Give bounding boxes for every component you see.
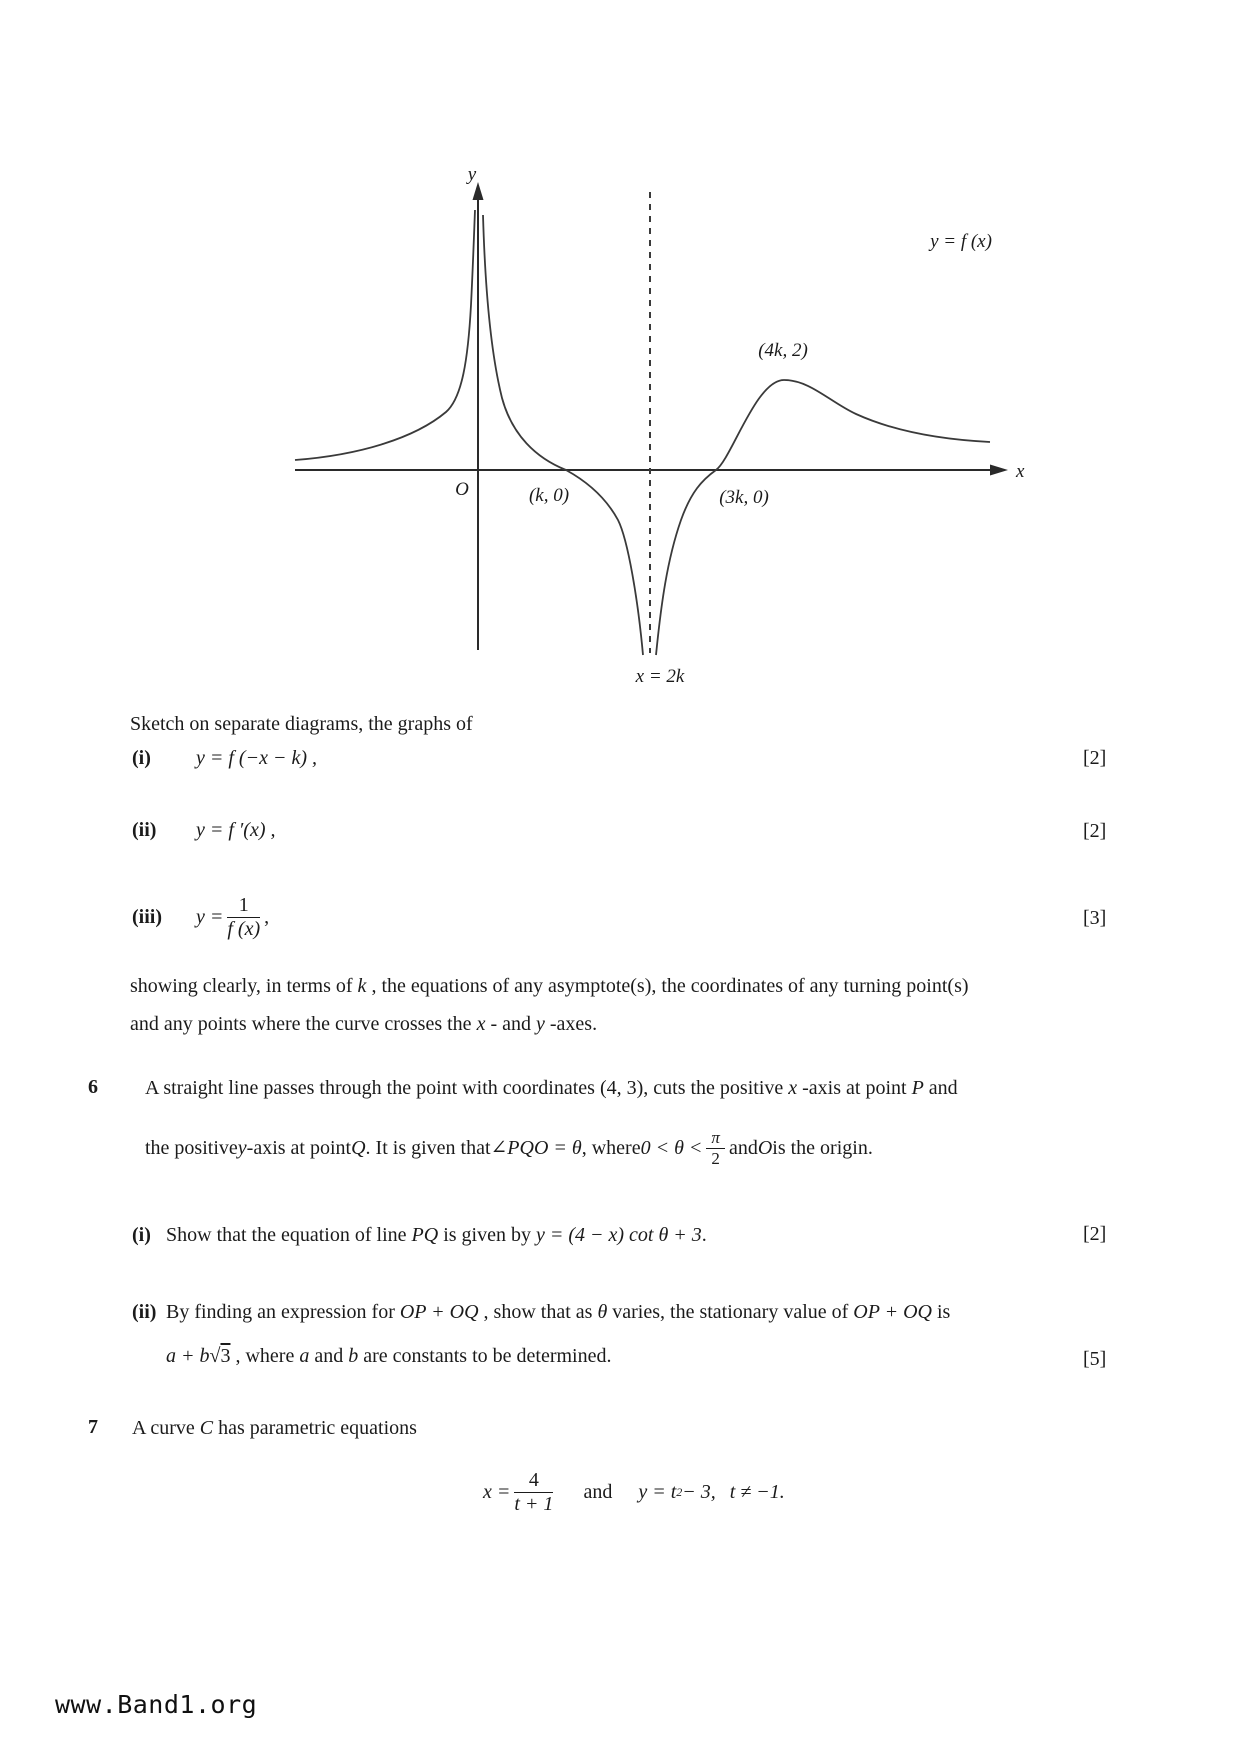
q6-part-ii-var-a: a	[299, 1345, 310, 1367]
q7-l1-text-b: has parametric equations	[213, 1417, 417, 1439]
q6-l1-text-c: -axis at point	[797, 1077, 912, 1099]
q7-eq-fraction	[514, 1470, 553, 1515]
q6-l2-pi-over-2-fraction	[706, 1129, 725, 1168]
q7-eq-y-lhs: y = t	[638, 1480, 677, 1503]
q6-part-i-equation: y = (4 − x) cot θ + 3	[535, 1224, 702, 1246]
x-axis-label: x	[1016, 461, 1025, 482]
curve-equation-label: y = f (x)	[930, 231, 992, 252]
q6-l2-text-f: is the origin.	[772, 1136, 873, 1159]
q6-part-ii-theta: θ	[597, 1301, 608, 1323]
q5-part-ii-marks: [2]	[1083, 820, 1107, 842]
q6-part-ii-text-g: and	[309, 1345, 349, 1367]
q6-part-ii-opoq-1: OP + OQ	[399, 1301, 479, 1323]
q6-number: 6	[88, 1076, 98, 1098]
q6-l1-coordinates: (4, 3)	[599, 1077, 644, 1099]
q6-part-ii-text-d: is	[931, 1301, 951, 1323]
q6-part-i-text-b: is given by	[438, 1224, 536, 1246]
q5-note1-text-b: , the equations of any asymptote(s), the coordinates of any turning point(s)	[366, 975, 969, 997]
watermark-url: www.Band1.org	[55, 1690, 258, 1719]
q5-part-iii	[132, 880, 269, 954]
q6-l2-text-a: the positive	[145, 1136, 238, 1159]
q5-part-i-equation: y = f (−x − k) ,	[196, 746, 317, 769]
q6-part-ii-text-a: By finding an expression for	[166, 1301, 400, 1323]
q7-number: 7	[88, 1416, 98, 1438]
q5-note1-var-k: k	[357, 975, 367, 997]
q6-part-ii-line1	[132, 1300, 950, 1325]
q6-l2-two: 2	[711, 1148, 720, 1168]
q6-l1-var-x: x	[788, 1077, 798, 1099]
q6-l2-text-e: and	[728, 1136, 758, 1159]
q5-part-iii-lhs: y =	[196, 905, 224, 928]
y-axis-label: y	[467, 164, 477, 185]
q5-note2-text-a: and any points where the curve crosses the	[130, 1013, 477, 1035]
q6-l1-text-d: and	[923, 1077, 958, 1099]
q6-part-ii-opoq-2: OP + OQ	[853, 1301, 932, 1323]
q5-part-iii-label: (iii)	[132, 905, 162, 928]
q5-note2-var-y: y	[536, 1013, 545, 1035]
q5-note-line2	[130, 1012, 597, 1037]
q6-l1-var-p: P	[911, 1077, 924, 1099]
q6-part-ii-expr-a-plus-b: a + b	[166, 1345, 210, 1367]
q5-part-iii-marks: [3]	[1083, 907, 1107, 929]
q6-part-i-label: (i)	[132, 1224, 151, 1246]
q7-eq-and: and	[583, 1480, 613, 1503]
q7-eq-x-lhs: x =	[483, 1480, 511, 1503]
q6-l2-text-d: , where	[581, 1136, 641, 1159]
q5-part-ii	[132, 810, 276, 850]
curve-left-branch	[295, 210, 475, 460]
origin-label: O	[455, 479, 469, 500]
point-3k-0-label: (3k, 0)	[719, 487, 769, 508]
point-k-0-label: (k, 0)	[528, 485, 570, 506]
q6-part-ii-label: (ii)	[132, 1301, 157, 1323]
q6-l1-text-a: A straight line passes through the point with coordinates	[145, 1077, 600, 1099]
q5-part-i	[132, 738, 317, 778]
q6-part-i	[132, 1223, 707, 1248]
q7-l1-text-a: A curve	[132, 1417, 200, 1439]
q6-l1-text-b: , cuts the positive	[643, 1077, 789, 1099]
q5-note2-var-x: x	[476, 1013, 486, 1035]
q7-eq-tail: − 3,	[682, 1480, 716, 1503]
q6-part-ii-text-f: , where	[230, 1345, 300, 1367]
asymptote-equation-label: x = 2k	[635, 666, 685, 687]
q7-l1-curve-c: C	[199, 1417, 214, 1439]
q7-eq-condition: t ≠ −1.	[729, 1480, 785, 1503]
q6-part-i-text-a: Show that the equation of line	[166, 1224, 412, 1246]
curve-right-branch	[656, 380, 990, 655]
graph-canvas	[250, 140, 1040, 700]
q6-part-i-line-pq: PQ	[411, 1224, 439, 1246]
q6-l2-pi: π	[706, 1129, 725, 1149]
x-axis-arrow-icon	[990, 465, 1008, 476]
q5-note1-text-a: showing clearly, in terms of	[130, 975, 358, 997]
q6-part-ii-marks: [5]	[1083, 1348, 1107, 1370]
q5-part-i-label: (i)	[132, 746, 151, 769]
q6-l2-text-b: -axis at point	[246, 1136, 352, 1159]
q6-part-i-text-c: .	[701, 1224, 707, 1246]
q6-part-ii-text-h: are constants to be determined.	[358, 1345, 612, 1367]
q6-line1	[145, 1076, 958, 1101]
q5-intro: Sketch on separate diagrams, the graphs of	[130, 713, 473, 735]
q6-part-ii-radicand: 3	[220, 1345, 231, 1367]
q5-part-i-marks: [2]	[1083, 747, 1107, 769]
q6-l2-var-o: O	[757, 1136, 773, 1159]
q5-part-ii-equation: y = f ′(x) ,	[196, 818, 276, 841]
q6-l2-text-c: . It is given that	[365, 1136, 491, 1159]
q6-part-ii-text-b: , show that as	[478, 1301, 598, 1323]
q6-part-ii-radical-icon: √	[209, 1345, 221, 1367]
q5-part-ii-label: (ii)	[132, 818, 157, 841]
q7-eq-numerator: 4	[514, 1470, 553, 1493]
q5-part-iii-tail: ,	[264, 905, 270, 928]
q7-parametric-equations: x = $\frac{4}{t + 1}$ and y = t 2 − 3, t ≠ −1.	[483, 1468, 785, 1515]
q6-part-ii-line2	[166, 1344, 611, 1369]
q6-part-ii-text-c: varies, the stationary value of	[607, 1301, 854, 1323]
q5-note2-text-c: -axes.	[544, 1013, 598, 1035]
q6-l2-var-y: y	[237, 1136, 247, 1159]
q5-note2-text-b: - and	[485, 1013, 536, 1035]
q5-part-iii-numerator: 1	[227, 895, 260, 918]
q6-part-ii-var-b: b	[348, 1345, 359, 1367]
q5-part-iii-fraction	[227, 895, 260, 940]
q6-l2-angle-expression: ∠PQO = θ	[490, 1136, 582, 1159]
q6-l2-inequality: 0 < θ <	[640, 1136, 703, 1159]
curve-middle-branch	[483, 215, 643, 655]
q6-line2	[145, 1120, 873, 1176]
q7-eq-denominator: t + 1	[514, 1492, 554, 1515]
function-graph-figure	[250, 140, 1040, 700]
q5-part-iii-denominator: f (x)	[227, 917, 261, 940]
q7-line1	[132, 1416, 417, 1441]
q6-part-i-marks: [2]	[1083, 1223, 1107, 1245]
q6-l2-var-q: Q	[351, 1136, 366, 1159]
point-4k-2-label: (4k, 2)	[758, 340, 808, 361]
q5-note-line1	[130, 974, 969, 999]
